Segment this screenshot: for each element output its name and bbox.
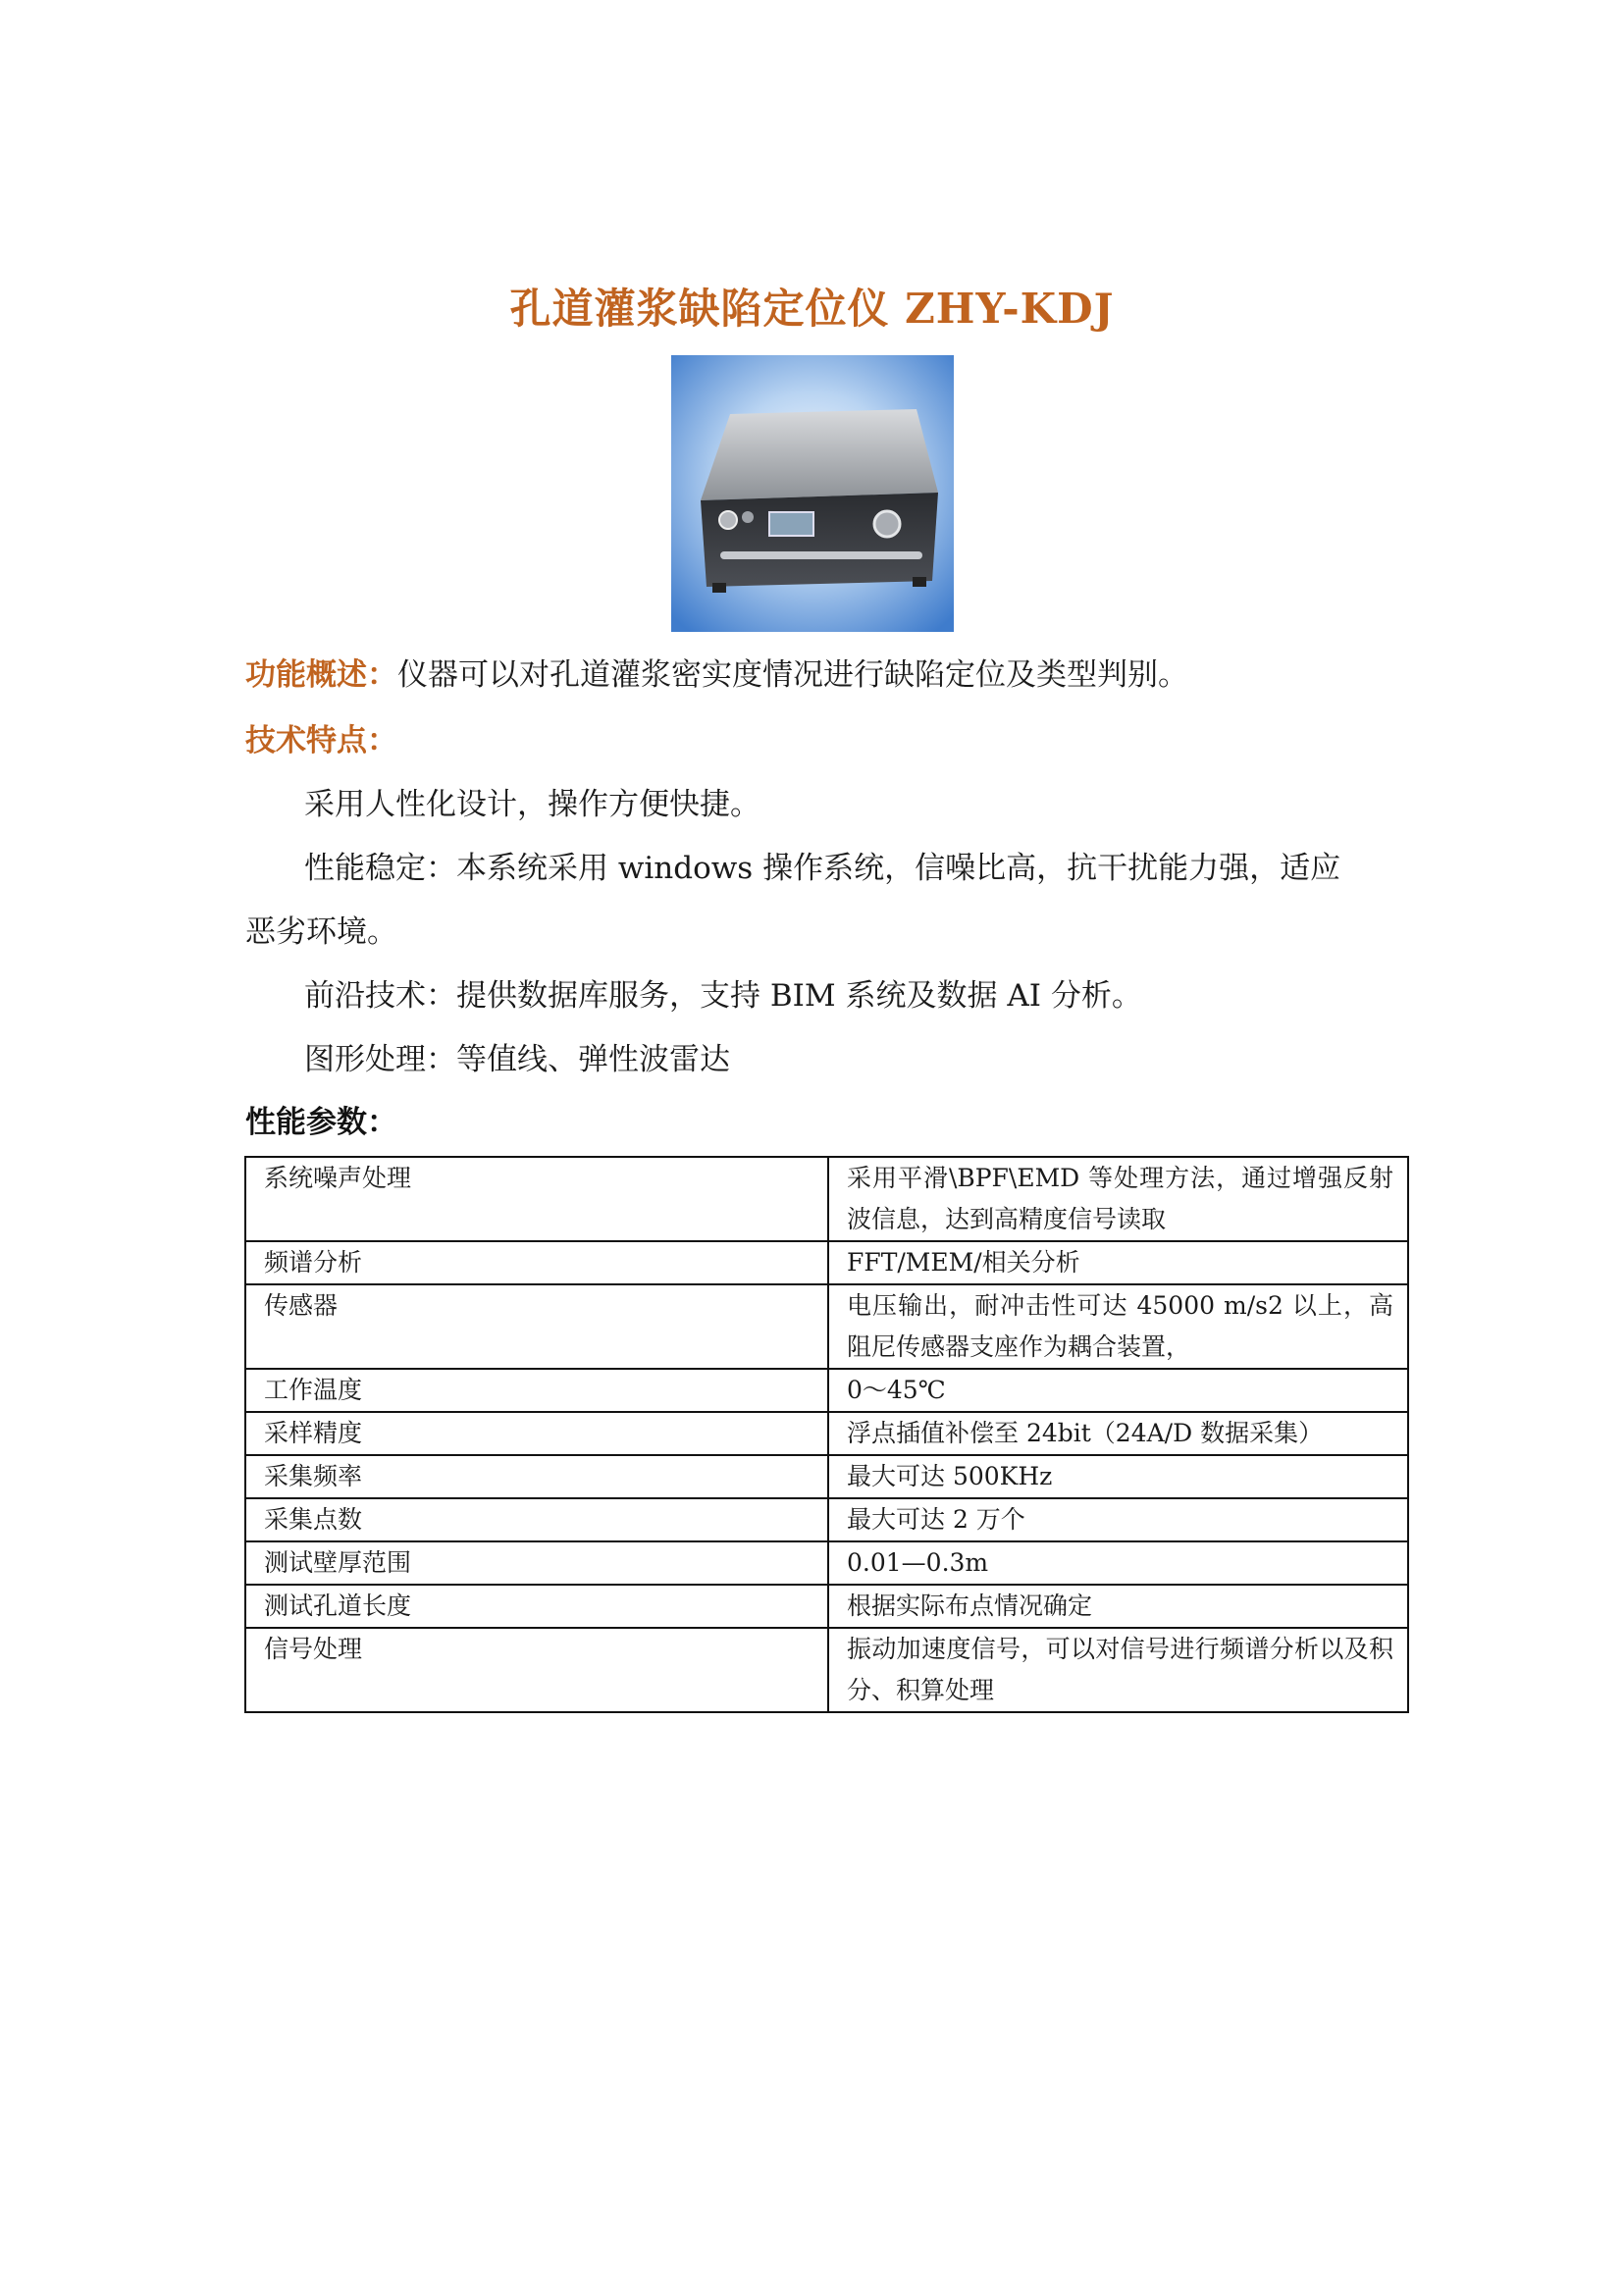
- param-value: 浮点插值补偿至 24bit（24A/D 数据采集）: [828, 1412, 1408, 1455]
- param-value: 电压输出，耐冲击性可达 45000 m/s2 以上，高阻尼传感器支座作为耦合装置，: [828, 1284, 1408, 1369]
- param-name: 测试孔道长度: [245, 1585, 828, 1628]
- table-row: [245, 1498, 1408, 1541]
- feature-item: 性能稳定：本系统采用 windows 操作系统，信噪比高，抗干扰能力强，适应: [304, 851, 1341, 886]
- feature-item: 采用人性化设计，操作方便快捷。: [304, 787, 760, 822]
- param-name: 测试壁厚范围: [245, 1541, 828, 1585]
- device-display: [769, 512, 813, 536]
- param-value: FFT/MEM/相关分析: [828, 1241, 1408, 1284]
- page-title: 孔道灌浆缺陷定位仪 ZHY-KDJ: [509, 285, 1115, 333]
- param-name: 采集频率: [245, 1455, 828, 1498]
- param-name: 系统噪声处理: [245, 1157, 828, 1241]
- overview-line: [245, 655, 1188, 695]
- device-front: [701, 493, 938, 587]
- table-row: [245, 1541, 1408, 1585]
- table-row: [245, 1369, 1408, 1412]
- table-row: [245, 1241, 1408, 1284]
- param-name: 采集点数: [245, 1498, 828, 1541]
- param-value: 根据实际布点情况确定: [828, 1585, 1408, 1628]
- table-row: [245, 1628, 1408, 1712]
- params-heading: 性能参数：: [245, 1105, 397, 1140]
- feature-item-continuation: 恶劣环境。: [245, 914, 397, 950]
- features-heading: 技术特点：: [245, 723, 397, 758]
- table-row: [245, 1157, 1408, 1241]
- device-knob-left-2: [742, 511, 754, 523]
- device-foot-right: [913, 577, 926, 587]
- param-value: 采用平滑\BPF\EMD 等处理方法，通过增强反射波信息，达到高精度信号读取: [828, 1157, 1408, 1241]
- device-lid: [701, 409, 938, 500]
- param-value: 0.01—0.3m: [828, 1541, 1408, 1585]
- param-name: 传感器: [245, 1284, 828, 1369]
- param-name: 采样精度: [245, 1412, 828, 1455]
- table-row: [245, 1455, 1408, 1498]
- table-row: [245, 1284, 1408, 1369]
- table-row: [245, 1585, 1408, 1628]
- overview-label: 功能概述：: [245, 657, 397, 693]
- overview-text: 仪器可以对孔道灌浆密实度情况进行缺陷定位及类型判别。: [397, 657, 1188, 693]
- table-row: [245, 1412, 1408, 1455]
- feature-item: 前沿技术：提供数据库服务，支持 BIM 系统及数据 AI 分析。: [304, 978, 1142, 1014]
- param-value: 0～45℃: [828, 1369, 1408, 1412]
- device-handle: [720, 551, 922, 559]
- param-name: 频谱分析: [245, 1241, 828, 1284]
- param-name: 信号处理: [245, 1628, 828, 1712]
- product-photo: [671, 355, 954, 632]
- param-name: 工作温度: [245, 1369, 828, 1412]
- spec-table: [244, 1156, 1409, 1713]
- param-value: 振动加速度信号，可以对信号进行频谱分析以及积分、积算处理: [828, 1628, 1408, 1712]
- param-value: 最大可达 500KHz: [828, 1455, 1408, 1498]
- param-value: 最大可达 2 万个: [828, 1498, 1408, 1541]
- device-connector-right: [874, 511, 900, 537]
- device-knob-left: [719, 511, 737, 529]
- device-foot-left: [712, 583, 726, 593]
- feature-item: 图形处理：等值线、弹性波雷达: [304, 1042, 730, 1077]
